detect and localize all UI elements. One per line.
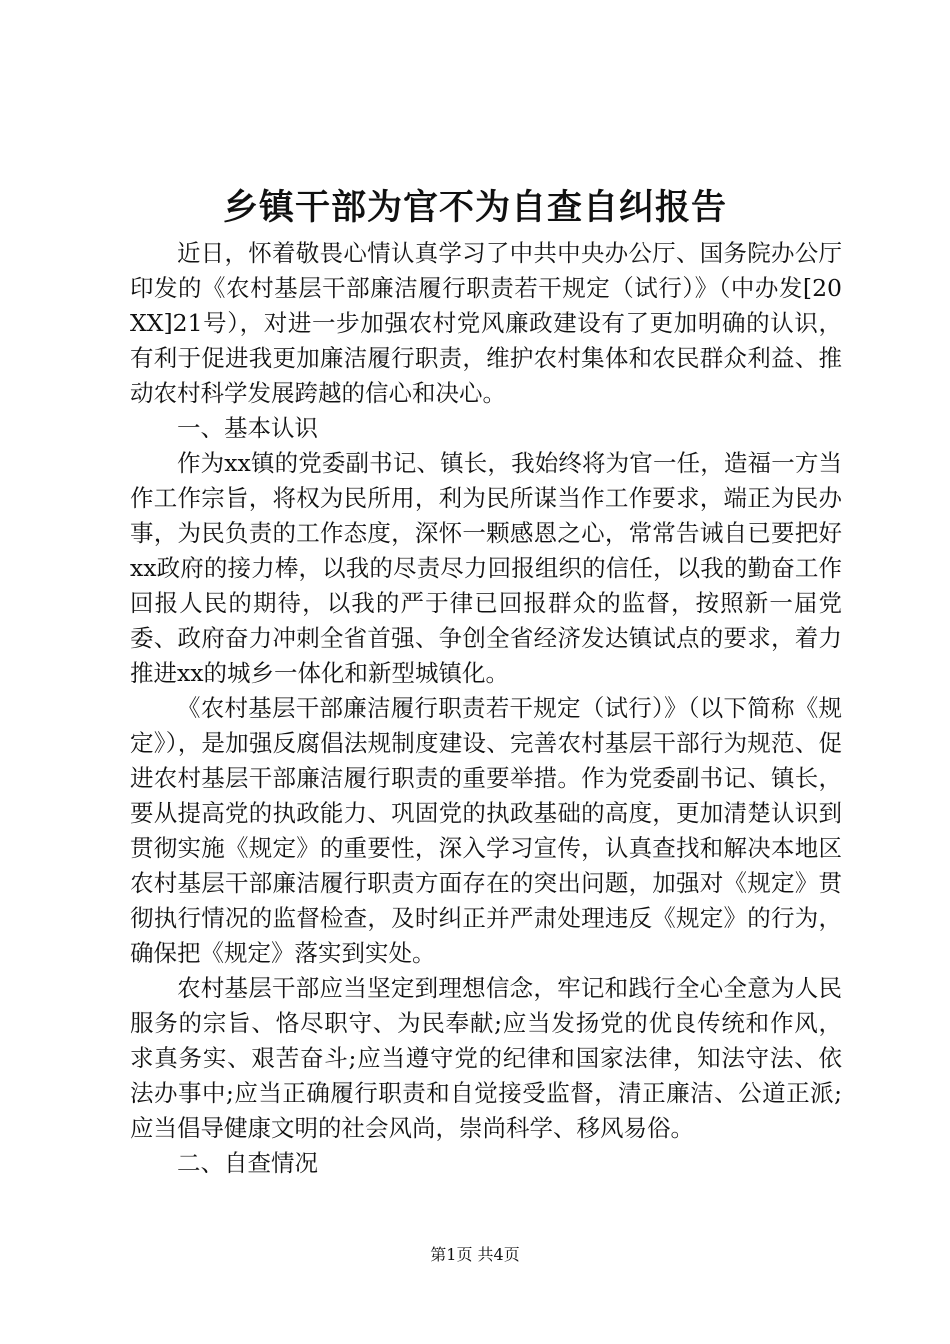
paragraph-cadre-requirements: 农村基层干部应当坚定到理想信念，牢记和践行全心全意为人民服务的宗旨、恪尽职守、为民奉献;应当发扬党的优良传统和作风，求真务实、艰苦奋斗;应当遵守党的纪律和国家法律，知法守法、依法办事中;应当正确履行职责和自觉接受监督，清正廉洁、公道正派;应当倡导健康文明的社会风尚，崇尚科学、移风易俗。 [130,974,842,1142]
document-body [130,236,842,1181]
section-heading-self-inspection: 二、自查情况 [177,1149,318,1177]
paragraph-intro: 近日，怀着敬畏心情认真学习了中共中央办公厅、国务院办公厅印发的《农村基层干部廉洁履行职责若干规定（试行）》（中办发[20XX]21号），对进一步加强农村党风廉政建设有了更加明确的认识，有利于促进我更加廉洁履行职责，维护农村集体和农民群众利益、推动农村科学发展跨越的信心和决心。 [130,239,842,407]
page-title: 乡镇干部为官不为自查自纠报告 [222,188,727,228]
section-heading-basic-understanding: 一、基本认识 [177,414,318,442]
paragraph-regulation-importance: 《农村基层干部廉洁履行职责若干规定（试行）》（以下简称《规定》），是加强反腐倡法规制度建设、完善农村基层干部行为规范、促进农村基层干部廉洁履行职责的重要举措。作为党委副书记、镇长，要从提高党的执政能力、巩固党的执政基础的高度，更加清楚认识到贯彻实施《规定》的重要性，深入学习宣传，认真查找和解决本地区农村基层干部廉洁履行职责方面存在的突出问题，加强对《规定》贯彻执行情况的监督检查，及时纠正并严肃处理违反《规定》的行为，确保把《规定》落实到实处。 [130,694,842,967]
paragraph-role-commitment: 作为xx镇的党委副书记、镇长，我始终将为官一任，造福一方当作工作宗旨，将权为民所用，利为民所谋当作工作要求，端正为民办事，为民负责的工作态度，深怀一颗感恩之心，常常告诫自已要把好xx政府的接力棒，以我的尽责尽力回报组织的信任，以我的勤奋工作回报人民的期待，以我的严于律已回报群众的监督，按照新一届党委、政府奋力冲刺全省首强、争创全省经济发达镇试点的要求，着力推进xx的城乡一体化和新型城镇化。 [130,449,842,687]
page-footer: 第1页 共4页 [430,1245,520,1264]
